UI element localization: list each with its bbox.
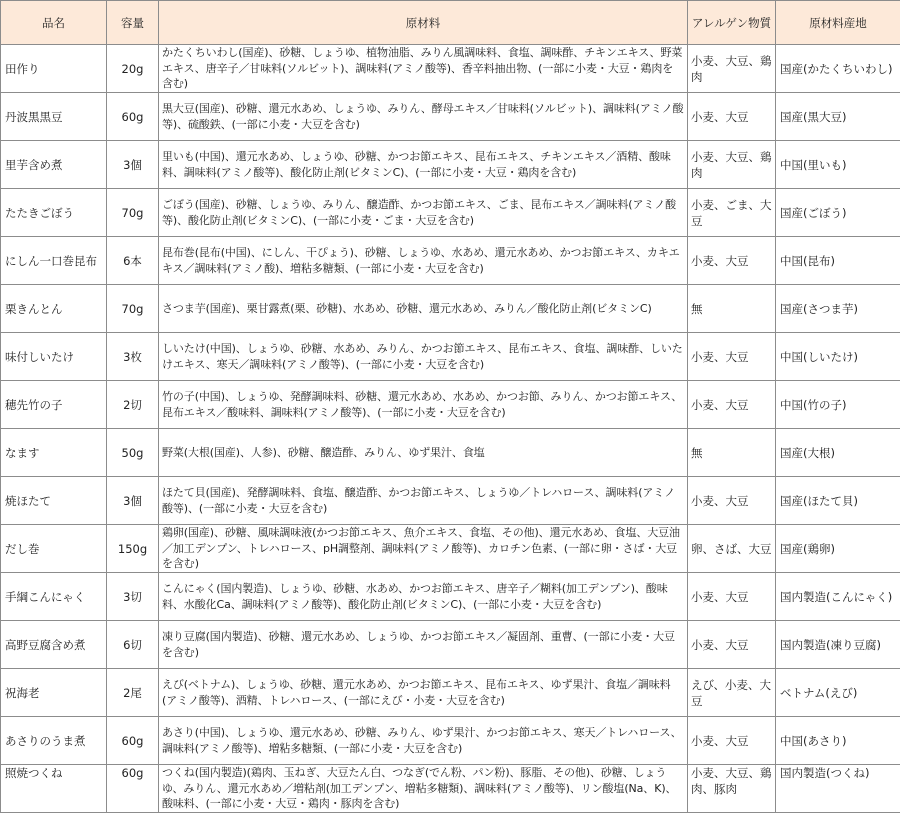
header-origin: 原材料産地: [776, 1, 900, 45]
product-name: 穂先竹の子: [1, 381, 107, 429]
product-allergens: 小麦、大豆: [688, 237, 776, 285]
table-row: [1, 573, 900, 621]
product-name: 手綱こんにゃく: [1, 573, 107, 621]
product-quantity: 60g: [107, 93, 159, 141]
product-name: 高野豆腐含め煮: [1, 621, 107, 669]
product-allergens: 小麦、大豆、鶏肉: [688, 141, 776, 189]
table-row: [1, 285, 900, 333]
table-row: [1, 381, 900, 429]
product-ingredients: 鶏卵(国産)、砂糖、風味調味液(かつお節エキス、魚介エキス、食塩、その他)、還元水あめ、食塩、大豆油／加工デンプン、トレハロース、pH調整剤、調味料(アミノ酸等)、カロチン色素、(一部に卵・さば・大豆を含む): [159, 525, 688, 573]
product-name: なます: [1, 429, 107, 477]
table-row: [1, 189, 900, 237]
product-quantity: 3個: [107, 141, 159, 189]
product-name: たたきごぼう: [1, 189, 107, 237]
product-ingredients: 里いも(中国)、還元水あめ、しょうゆ、砂糖、かつお節エキス、昆布エキス、チキンエキス／酒精、酸味料、調味料(アミノ酸等)、酸化防止剤(ビタミンC)、(一部に小麦・大豆・鶏肉を含む): [159, 141, 688, 189]
product-name: 丹波黒黒豆: [1, 93, 107, 141]
product-origin: 国内製造(こんにゃく): [776, 573, 900, 621]
table-row: [1, 93, 900, 141]
product-ingredients: つくね(国内製造)(鶏肉、玉ねぎ、大豆たん白、つなぎ(でん粉、パン粉)、豚脂、その他)、砂糖、しょうゆ、みりん、還元水あめ／増粘剤(加工デンプン、増粘多糖類)、調味料(アミノ酸等)、リン酸塩(Na、K)、酸味料、(一部に小麦・大豆・鶏肉・豚肉を含む): [159, 765, 688, 813]
product-allergens: 小麦、大豆、鶏肉: [688, 45, 776, 93]
table-row: [1, 237, 900, 285]
product-ingredients: あさり(中国)、しょうゆ、還元水あめ、砂糖、みりん、ゆず果汁、かつお節エキス、寒天／トレハロース、調味料(アミノ酸等)、増粘多糖類、(一部に小麦・大豆を含む): [159, 717, 688, 765]
product-origin: 国産(鶏卵): [776, 525, 900, 573]
product-quantity: 150g: [107, 525, 159, 573]
product-origin: 国内製造(凍り豆腐): [776, 621, 900, 669]
product-quantity: 3個: [107, 477, 159, 525]
product-origin: ベトナム(えび): [776, 669, 900, 717]
product-ingredients: 凍り豆腐(国内製造)、砂糖、還元水あめ、しょうゆ、かつお節エキス／凝固剤、重曹、(一部に小麦・大豆を含む): [159, 621, 688, 669]
product-quantity: 50g: [107, 429, 159, 477]
product-allergens: 無: [688, 285, 776, 333]
product-origin: 国産(ごぼう): [776, 189, 900, 237]
product-ingredients: ごぼう(国産)、砂糖、しょうゆ、みりん、醸造酢、かつお節エキス、ごま、昆布エキス／調味料(アミノ酸等)、酸化防止剤(ビタミンC)、(一部に小麦・ごま・大豆を含む): [159, 189, 688, 237]
product-origin: 国産(大根): [776, 429, 900, 477]
table-row: [1, 621, 900, 669]
table-row: [1, 45, 900, 93]
product-allergens: えび、小麦、大豆: [688, 669, 776, 717]
table-row: [1, 333, 900, 381]
table-body: [1, 45, 900, 813]
product-quantity: 60g: [107, 717, 159, 765]
product-quantity: 6本: [107, 237, 159, 285]
header-allergens: アレルゲン物質: [688, 1, 776, 45]
product-allergens: 小麦、大豆: [688, 621, 776, 669]
product-allergens: 小麦、大豆: [688, 717, 776, 765]
product-ingredients: さつま芋(国産)、栗甘露煮(栗、砂糖)、水あめ、砂糖、還元水あめ、みりん／酸化防止剤(ビタミンC): [159, 285, 688, 333]
product-allergens: 卵、さば、大豆: [688, 525, 776, 573]
product-allergens: 小麦、大豆: [688, 333, 776, 381]
product-quantity: 60g: [107, 765, 159, 813]
product-allergens: 小麦、大豆: [688, 573, 776, 621]
product-name: 田作り: [1, 45, 107, 93]
product-quantity: 3切: [107, 573, 159, 621]
header-quantity: 容量: [107, 1, 159, 45]
header-ingredients: 原材料: [159, 1, 688, 45]
table-row: [1, 669, 900, 717]
product-name: だし巻: [1, 525, 107, 573]
product-quantity: 3枚: [107, 333, 159, 381]
product-ingredients: 野菜(大根(国産)、人参)、砂糖、醸造酢、みりん、ゆず果汁、食塩: [159, 429, 688, 477]
product-name: 照焼つくね: [1, 765, 107, 813]
product-ingredients: 昆布巻(昆布(中国)、にしん、干ぴょう)、砂糖、しょうゆ、水あめ、還元水あめ、かつお節エキス、カキエキス／調味料(アミノ酸)、増粘多糖類、(一部に小麦・大豆を含む): [159, 237, 688, 285]
product-origin: 国産(さつま芋): [776, 285, 900, 333]
product-origin: 中国(あさり): [776, 717, 900, 765]
product-ingredients: 竹の子(中国)、しょうゆ、発酵調味料、砂糖、還元水あめ、水あめ、かつお節、みりん、かつお節エキス、昆布エキス／酸味料、調味料(アミノ酸等)、(一部に小麦・大豆を含む): [159, 381, 688, 429]
product-allergens: 小麦、大豆: [688, 477, 776, 525]
table-row: [1, 765, 900, 813]
product-origin: 国産(ほたて貝): [776, 477, 900, 525]
product-quantity: 2尾: [107, 669, 159, 717]
product-allergens: 小麦、大豆: [688, 381, 776, 429]
table-row: [1, 141, 900, 189]
product-ingredients: かたくちいわし(国産)、砂糖、しょうゆ、植物油脂、みりん風調味料、食塩、調味酢、チキンエキス、野菜エキス、唐辛子／甘味料(ソルビット)、調味料(アミノ酸等)、香辛料抽出物、(一部に小麦・大豆・鶏肉を含む): [159, 45, 688, 93]
product-name: 焼ほたて: [1, 477, 107, 525]
table-row: [1, 717, 900, 765]
table-row: [1, 525, 900, 573]
product-quantity: 2切: [107, 381, 159, 429]
product-ingredients: 黒大豆(国産)、砂糖、還元水あめ、しょうゆ、みりん、酵母エキス／甘味料(ソルビット)、調味料(アミノ酸等)、硫酸鉄、(一部に小麦・大豆を含む): [159, 93, 688, 141]
product-origin: 国産(かたくちいわし): [776, 45, 900, 93]
product-quantity: 6切: [107, 621, 159, 669]
header-row: [1, 1, 900, 45]
product-allergens: 小麦、ごま、大豆: [688, 189, 776, 237]
product-ingredients: えび(ベトナム)、しょうゆ、砂糖、還元水あめ、かつお節エキス、昆布エキス、ゆず果汁、食塩／調味料(アミノ酸等)、酒精、トレハロース、(一部にえび・小麦・大豆を含む): [159, 669, 688, 717]
product-ingredients: しいたけ(中国)、しょうゆ、砂糖、水あめ、みりん、かつお節エキス、昆布エキス、食塩、調味酢、しいたけエキス、寒天／調味料(アミノ酸等)、(一部に小麦・大豆を含む): [159, 333, 688, 381]
table-row: [1, 477, 900, 525]
product-name: 祝海老: [1, 669, 107, 717]
product-allergens: 小麦、大豆、鶏肉、豚肉: [688, 765, 776, 813]
product-allergens: 小麦、大豆: [688, 93, 776, 141]
product-origin: 中国(里いも): [776, 141, 900, 189]
product-origin: 中国(しいたけ): [776, 333, 900, 381]
product-quantity: 20g: [107, 45, 159, 93]
product-origin: 国内製造(つくね): [776, 765, 900, 813]
product-origin: 中国(竹の子): [776, 381, 900, 429]
product-name: 栗きんとん: [1, 285, 107, 333]
product-name: 里芋含め煮: [1, 141, 107, 189]
product-origin: 国産(黒大豆): [776, 93, 900, 141]
product-name: にしん一口巻昆布: [1, 237, 107, 285]
product-name: あさりのうま煮: [1, 717, 107, 765]
table-row: [1, 429, 900, 477]
header-name: 品名: [1, 1, 107, 45]
product-quantity: 70g: [107, 285, 159, 333]
product-ingredients: こんにゃく(国内製造)、しょうゆ、砂糖、水あめ、かつお節エキス、唐辛子／糊料(加工デンプン)、酸味料、水酸化Ca、調味料(アミノ酸等)、酸化防止剤(ビタミンC)、(一部に小麦・大豆を含む): [159, 573, 688, 621]
product-origin: 中国(昆布): [776, 237, 900, 285]
product-name: 味付しいたけ: [1, 333, 107, 381]
product-allergens: 無: [688, 429, 776, 477]
product-ingredients: ほたて貝(国産)、発酵調味料、食塩、醸造酢、かつお節エキス、しょうゆ／トレハロース、調味料(アミノ酸等)、(一部に小麦・大豆を含む): [159, 477, 688, 525]
product-quantity: 70g: [107, 189, 159, 237]
